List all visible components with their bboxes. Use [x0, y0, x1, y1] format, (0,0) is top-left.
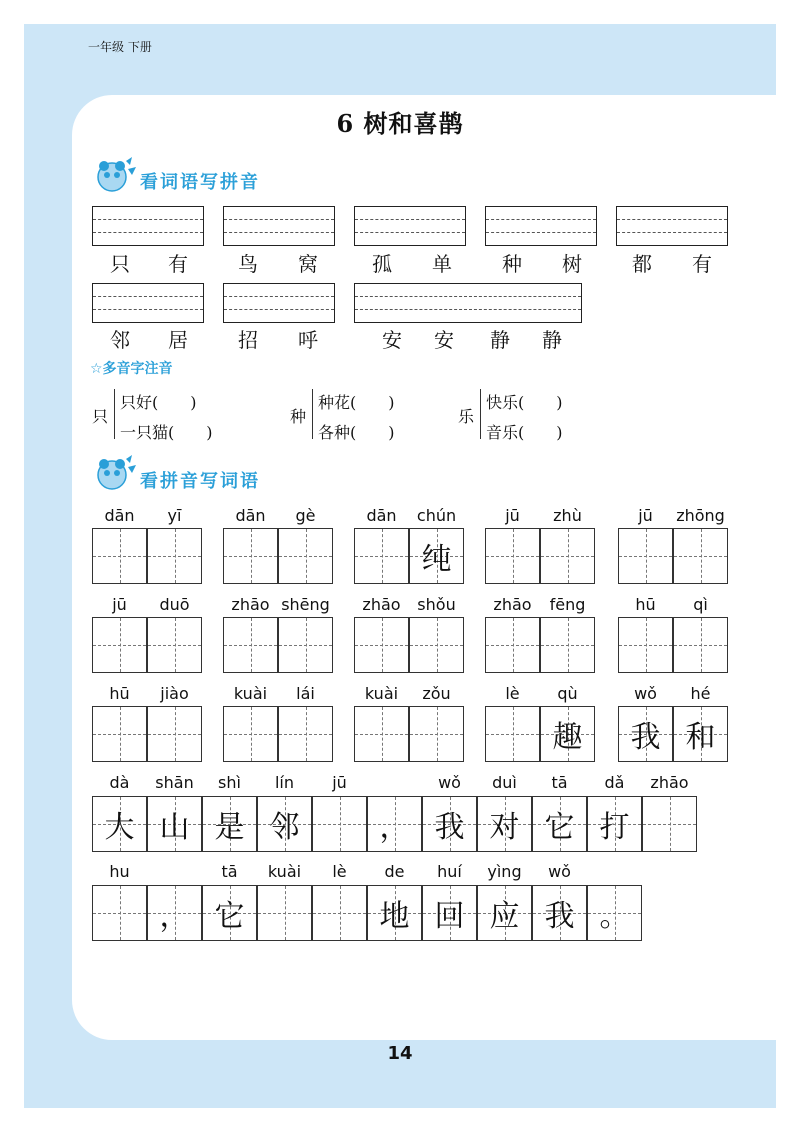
- written-char: [313, 886, 366, 940]
- written-char: [541, 529, 594, 583]
- polyphone-word[interactable]: 音乐( ): [486, 423, 563, 442]
- word-char: 有: [692, 252, 712, 276]
- writing-grid-cell[interactable]: [354, 617, 409, 673]
- written-char: [224, 529, 277, 583]
- written-char: [93, 886, 146, 940]
- grade-label: 一年级 下册: [88, 40, 152, 54]
- writing-grid-cell[interactable]: [147, 528, 202, 584]
- pinyin-label: lái: [296, 684, 315, 703]
- writing-grid-cell[interactable]: [278, 617, 333, 673]
- polyphone-word[interactable]: 只好( ): [120, 393, 197, 412]
- pinyin-label: gè: [295, 506, 316, 525]
- pinyin-answer-box[interactable]: [92, 283, 204, 323]
- pinyin-label: hu: [109, 862, 130, 881]
- pinyin-label: tā: [221, 862, 238, 881]
- pinyin-label: zhōng: [676, 506, 725, 525]
- pinyin-label: zhāo: [650, 773, 689, 792]
- word-char: 安: [434, 328, 454, 352]
- written-char: 纯: [421, 542, 452, 577]
- writing-grid-cell[interactable]: [278, 528, 333, 584]
- writing-grid-cell[interactable]: [367, 885, 422, 941]
- written-char: [486, 529, 539, 583]
- writing-grid-cell[interactable]: [532, 796, 587, 852]
- brace-line: [114, 389, 115, 439]
- pinyin-label: tā: [551, 773, 568, 792]
- word-char: 有: [168, 252, 188, 276]
- writing-grid-cell[interactable]: [642, 796, 697, 852]
- word-char: 只: [110, 252, 130, 276]
- pinyin-label: shǒu: [417, 595, 456, 614]
- pinyin-label: lín: [274, 773, 295, 792]
- written-char: ，: [159, 899, 190, 934]
- pinyin-label: wǒ: [548, 862, 571, 881]
- writing-grid-cell[interactable]: [354, 528, 409, 584]
- word-char: 孤: [372, 252, 392, 276]
- writing-grid-cell[interactable]: [587, 796, 642, 852]
- lesson-title: 6 树和喜鹊: [336, 109, 464, 138]
- written-char: [541, 618, 594, 672]
- pinyin-label: dān: [366, 506, 397, 525]
- writing-grid-cell[interactable]: [477, 885, 532, 941]
- writing-grid-cell[interactable]: [257, 796, 312, 852]
- written-char: [355, 618, 408, 672]
- written-char: [643, 797, 696, 851]
- pinyin-label: yìng: [487, 862, 522, 881]
- written-char: [410, 707, 463, 761]
- pinyin-label: lè: [505, 684, 520, 703]
- pinyin-label: duì: [492, 773, 517, 792]
- pinyin-label: fēng: [549, 595, 586, 614]
- pinyin-label: hū: [635, 595, 656, 614]
- pinyin-answer-box[interactable]: [223, 283, 335, 323]
- written-char: 邻: [269, 810, 300, 845]
- writing-grid-cell[interactable]: [485, 528, 540, 584]
- written-char: 打: [599, 810, 630, 845]
- written-char: [148, 529, 201, 583]
- written-char: 它: [544, 810, 575, 845]
- pinyin-label: duō: [159, 595, 190, 614]
- section-title-write-words: 看拼音写词语: [140, 471, 260, 492]
- pinyin-label: jiào: [160, 684, 189, 703]
- writing-grid-cell[interactable]: [422, 885, 477, 941]
- written-char: 回: [434, 899, 465, 934]
- polyphone-word[interactable]: 种花( ): [318, 393, 395, 412]
- word-char: 静: [490, 328, 510, 352]
- writing-grid-cell[interactable]: [409, 528, 464, 584]
- pinyin-answer-box[interactable]: [485, 206, 597, 246]
- pinyin-label: dān: [104, 506, 135, 525]
- writing-grid-cell[interactable]: [92, 885, 147, 941]
- pinyin-label: zhāo: [231, 595, 270, 614]
- writing-grid-cell[interactable]: [223, 528, 278, 584]
- pinyin-label: hū: [109, 684, 130, 703]
- written-char: 是: [214, 810, 245, 845]
- word-char: 树: [562, 252, 582, 276]
- pinyin-label: huí: [437, 862, 462, 881]
- pinyin-label: kuài: [267, 862, 302, 881]
- pinyin-answer-box[interactable]: [354, 206, 466, 246]
- pinyin-label: jū: [638, 506, 653, 525]
- written-char: [355, 529, 408, 583]
- writing-grid-cell[interactable]: [409, 617, 464, 673]
- writing-grid-cell[interactable]: [223, 617, 278, 673]
- writing-grid-cell[interactable]: [409, 706, 464, 762]
- written-char: 和: [685, 720, 716, 755]
- writing-grid-cell[interactable]: [673, 617, 728, 673]
- writing-grid-cell[interactable]: [147, 796, 202, 852]
- writing-grid-cell[interactable]: [477, 796, 532, 852]
- word-char: 邻: [110, 328, 130, 352]
- pinyin-label: lè: [332, 862, 347, 881]
- brace-line: [312, 389, 313, 439]
- written-char: [674, 529, 727, 583]
- pinyin-label: kuài: [364, 684, 399, 703]
- writing-grid-cell[interactable]: [618, 528, 673, 584]
- written-char: ，: [379, 810, 410, 845]
- writing-grid-cell[interactable]: [257, 885, 312, 941]
- pinyin-answer-box[interactable]: [223, 206, 335, 246]
- writing-grid-cell[interactable]: [673, 706, 728, 762]
- pinyin-label: yī: [167, 506, 182, 525]
- written-char: [258, 886, 311, 940]
- polyphone-word[interactable]: 一只猫( ): [120, 423, 213, 442]
- writing-grid-cell[interactable]: [278, 706, 333, 762]
- written-char: [224, 618, 277, 672]
- section-title-write-pinyin: 看词语写拼音: [140, 172, 260, 193]
- writing-grid-cell[interactable]: [540, 528, 595, 584]
- written-char: 。: [599, 899, 630, 934]
- writing-grid-cell[interactable]: [147, 885, 202, 941]
- written-char: 趣: [552, 720, 583, 755]
- writing-grid-cell[interactable]: [312, 796, 367, 852]
- written-char: [486, 707, 539, 761]
- pinyin-label: qù: [557, 684, 578, 703]
- pinyin-label: wǒ: [438, 773, 461, 792]
- writing-grid-cell[interactable]: [673, 528, 728, 584]
- pinyin-label: jū: [112, 595, 127, 614]
- pinyin-label: shān: [155, 773, 194, 792]
- writing-grid-cell[interactable]: [540, 617, 595, 673]
- written-char: [674, 618, 727, 672]
- word-char: 居: [168, 328, 188, 352]
- writing-grid-cell[interactable]: [92, 528, 147, 584]
- word-char: 鸟: [238, 252, 258, 276]
- written-char: 它: [214, 899, 245, 934]
- word-char: 都: [632, 252, 652, 276]
- writing-grid-cell[interactable]: [312, 885, 367, 941]
- written-char: [486, 618, 539, 672]
- pinyin-label: jū: [505, 506, 520, 525]
- written-char: 大: [104, 810, 135, 845]
- written-char: 山: [159, 810, 190, 845]
- written-char: 应: [489, 899, 520, 934]
- writing-grid-cell[interactable]: [92, 617, 147, 673]
- writing-grid-cell[interactable]: [147, 617, 202, 673]
- polyphone-char: 乐: [458, 407, 475, 426]
- writing-grid-cell[interactable]: [422, 796, 477, 852]
- pinyin-label: dà: [109, 773, 130, 792]
- writing-grid-cell[interactable]: [202, 885, 257, 941]
- writing-grid-cell[interactable]: [223, 706, 278, 762]
- brace-line: [480, 389, 481, 439]
- writing-grid-cell[interactable]: [532, 885, 587, 941]
- panda-mascot-icon: [92, 155, 136, 195]
- word-char: 静: [542, 328, 562, 352]
- written-char: 对: [489, 810, 520, 845]
- polyphone-word[interactable]: 各种( ): [318, 423, 395, 442]
- writing-grid-cell[interactable]: [367, 796, 422, 852]
- pinyin-label: zhāo: [493, 595, 532, 614]
- written-char: [619, 618, 672, 672]
- writing-grid-cell[interactable]: [587, 885, 642, 941]
- written-char: [148, 618, 201, 672]
- written-char: 我: [630, 720, 661, 755]
- written-char: [279, 707, 332, 761]
- word-char: 招: [238, 328, 258, 352]
- written-char: [148, 707, 201, 761]
- written-char: [93, 618, 146, 672]
- word-char: 呼: [298, 328, 318, 352]
- pinyin-label: hé: [690, 684, 711, 703]
- pinyin-label: kuài: [233, 684, 268, 703]
- pinyin-label: dān: [235, 506, 266, 525]
- polyphone-word[interactable]: 快乐( ): [486, 393, 563, 412]
- written-char: 我: [434, 810, 465, 845]
- pinyin-label: shì: [218, 773, 241, 792]
- pinyin-label: wǒ: [634, 684, 657, 703]
- word-char: 窝: [298, 252, 318, 276]
- written-char: [279, 618, 332, 672]
- written-char: [93, 529, 146, 583]
- pinyin-answer-box[interactable]: [616, 206, 728, 246]
- writing-grid-cell[interactable]: [202, 796, 257, 852]
- pinyin-label: qì: [693, 595, 708, 614]
- written-char: [313, 797, 366, 851]
- pinyin-label: zhāo: [362, 595, 401, 614]
- written-char: [93, 707, 146, 761]
- pinyin-answer-box[interactable]: [354, 283, 582, 323]
- written-char: [224, 707, 277, 761]
- polyphone-title: ☆多音字注音: [90, 361, 173, 377]
- written-char: [355, 707, 408, 761]
- pinyin-label: chún: [416, 506, 457, 525]
- word-char: 安: [382, 328, 402, 352]
- writing-grid-cell[interactable]: [92, 796, 147, 852]
- writing-grid-cell[interactable]: [485, 706, 540, 762]
- word-char: 种: [502, 252, 522, 276]
- pinyin-label: jū: [332, 773, 347, 792]
- pinyin-label: dǎ: [604, 773, 625, 792]
- writing-grid-cell[interactable]: [354, 706, 409, 762]
- pinyin-label: zǒu: [422, 684, 451, 703]
- writing-grid-cell[interactable]: [618, 706, 673, 762]
- written-char: [410, 618, 463, 672]
- written-char: 地: [379, 899, 410, 934]
- pinyin-label: shēng: [281, 595, 330, 614]
- writing-grid-cell[interactable]: [92, 706, 147, 762]
- polyphone-char: 种: [290, 407, 307, 426]
- written-char: [619, 529, 672, 583]
- page-number: 14: [387, 1043, 413, 1064]
- writing-grid-cell[interactable]: [485, 617, 540, 673]
- pinyin-answer-box[interactable]: [92, 206, 204, 246]
- writing-grid-cell[interactable]: [540, 706, 595, 762]
- written-char: [279, 529, 332, 583]
- pinyin-label: de: [384, 862, 405, 881]
- panda-mascot-icon-2: [92, 453, 136, 493]
- written-char: 我: [544, 899, 575, 934]
- word-char: 单: [432, 252, 452, 276]
- writing-grid-cell[interactable]: [147, 706, 202, 762]
- writing-grid-cell[interactable]: [618, 617, 673, 673]
- pinyin-label: zhù: [553, 506, 582, 525]
- polyphone-char: 只: [92, 407, 109, 426]
